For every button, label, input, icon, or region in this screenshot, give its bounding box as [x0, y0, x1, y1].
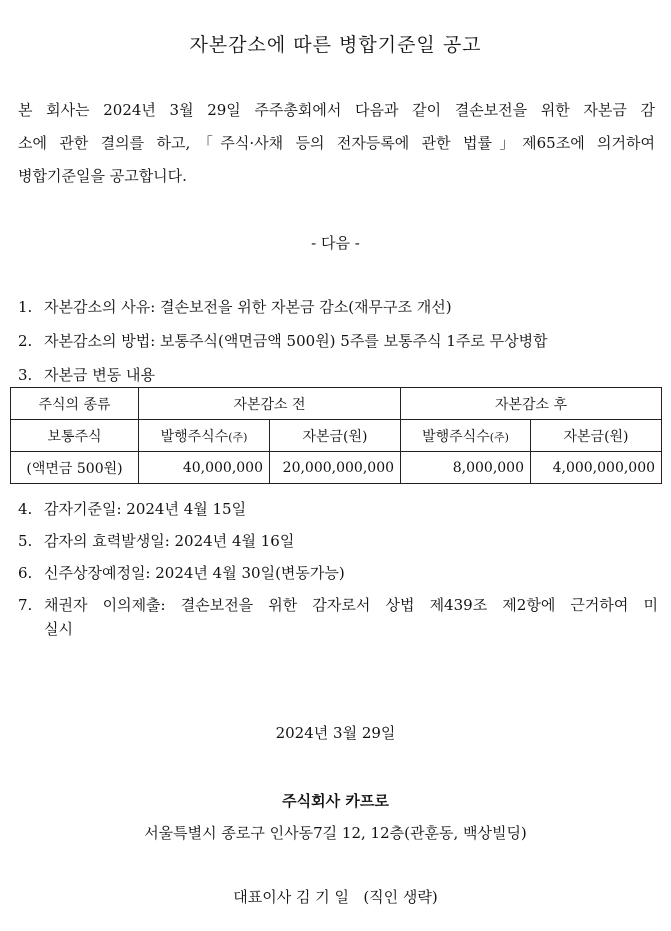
- subheader-capital-after: 자본금(원): [531, 420, 662, 452]
- list-item: [18, 295, 658, 329]
- item-text: 자본감소의 방법: 보통주식(액면금액 500원) 5주를 보통주식 1주로 무상병합: [44, 332, 548, 350]
- intro-line: 소에 관한 결의를 하고,「주식·사채 등의 전자등록에 관한 법률」제65조에 의거하여: [18, 134, 655, 152]
- subheader-capital-before: 자본금(원): [270, 420, 401, 452]
- item-text-continued: 실시: [44, 620, 73, 638]
- item-text: 신주상장예정일: 2024년 4월 30일(변동가능): [44, 564, 345, 582]
- subheader-label: 발행주식수: [160, 428, 229, 445]
- header-kind: 주식의 종류: [11, 388, 139, 420]
- item-number: 7.: [18, 596, 33, 614]
- item-number: 2.: [18, 332, 33, 350]
- item-number: 1.: [18, 298, 33, 316]
- header-after: 자본감소 후: [401, 388, 662, 420]
- table-row: [11, 452, 662, 484]
- item-number: 4.: [18, 500, 33, 518]
- table-row: [11, 388, 662, 420]
- notice-date: 2024년 3월 29일: [275, 724, 396, 742]
- table-row: [11, 420, 662, 452]
- item-number: 6.: [18, 564, 33, 582]
- seal-note: (직인 생략): [363, 888, 438, 906]
- ceo-signature-line: [0, 886, 671, 907]
- item-text: 채권자 이의제출: 결손보전을 위한 감자로서 상법 제439조 제2항에 근거하여 미: [44, 596, 658, 614]
- kind-par-value: (액면금 500원): [11, 452, 139, 484]
- intro-line: 병합기준일을 공고합니다.: [18, 167, 187, 185]
- after-shares-value: 8,000,000: [401, 452, 531, 484]
- list-item: [18, 497, 658, 521]
- kind-name: 보통주식: [11, 420, 139, 452]
- after-capital-value: 4,000,000,000: [531, 452, 662, 484]
- company-address: 서울특별시 종로구 인사동7길 12, 12층(관훈동, 백상빌딩): [144, 824, 527, 842]
- list-item: [18, 529, 658, 553]
- item-text: 감자의 효력발생일: 2024년 4월 16일: [44, 532, 295, 550]
- list-item: [18, 561, 658, 585]
- intro-line: 본 회사는 2024년 3월 29일 주주총회에서 다음과 같이 결손보전을 위한 자본금 감: [18, 101, 655, 119]
- section-heading: - 다음 -: [311, 234, 360, 252]
- subheader-shares-after: [401, 420, 531, 452]
- subheader-label: 발행주식수: [422, 428, 490, 445]
- item-text: 감자기준일: 2024년 4월 15일: [44, 500, 247, 518]
- ceo-name: 대표이사 김 기 일: [233, 888, 349, 906]
- list-item: [18, 329, 658, 363]
- item-number: 3.: [18, 366, 33, 384]
- intro-paragraph: [18, 94, 655, 193]
- item-text: 자본감소의 사유: 결손보전을 위한 자본금 감소(재무구조 개선): [44, 298, 452, 316]
- capital-change-table: [10, 387, 662, 484]
- before-shares-value: 40,000,000: [139, 452, 270, 484]
- subheader-unit: (주): [228, 430, 248, 444]
- before-capital-value: 20,000,000,000: [270, 452, 401, 484]
- notice-title: 자본감소에 따른 병합기준일 공고: [189, 34, 482, 56]
- item-text: 자본금 변동 내용: [44, 366, 155, 384]
- notice-items-top: [18, 295, 658, 397]
- subheader-shares-before: [139, 420, 270, 452]
- subheader-unit: (주): [489, 430, 509, 444]
- list-item: [18, 593, 658, 641]
- header-before: 자본감소 전: [139, 388, 401, 420]
- notice-items-bottom: [18, 497, 658, 649]
- item-number: 5.: [18, 532, 33, 550]
- company-name: 주식회사 카프로: [282, 792, 389, 810]
